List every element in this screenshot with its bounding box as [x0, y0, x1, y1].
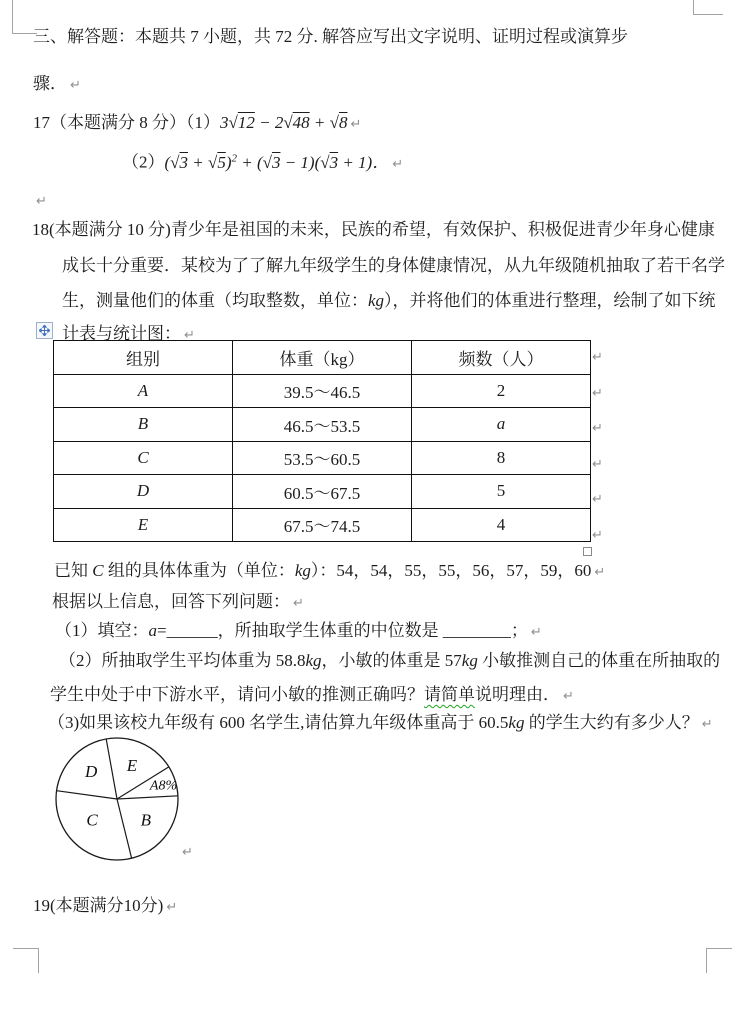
known-weights-line	[54, 561, 605, 581]
table-resize-handle[interactable]	[583, 547, 592, 556]
text: 组的具体体重为（单位：	[103, 561, 295, 580]
section-header-text: 骤．	[33, 74, 67, 93]
group-c-var: C	[92, 561, 104, 580]
q18-intro-text: 18(本题满分 10 分)青少年是祖国的未来，民族的希望，有效保护、积极促进青少年身心健康	[32, 220, 715, 239]
group-label: B	[137, 414, 149, 434]
crop-mark-bottom-right	[706, 948, 707, 973]
weight-range: 53.5～60.5	[233, 441, 412, 475]
frequency-value: 4	[412, 508, 591, 542]
q17-label: 17（本题满分 8 分）（1）	[33, 113, 220, 132]
table-row	[54, 374, 591, 408]
table-row	[54, 408, 591, 442]
svg-text:A8%: A8%	[149, 778, 178, 794]
svg-text:B: B	[140, 810, 151, 830]
weight-range: 67.5～74.5	[233, 508, 412, 542]
frequency-value: a	[496, 414, 506, 434]
frequency-table	[53, 340, 591, 542]
paragraph-mark-icon: ↵	[701, 717, 713, 732]
text: 的学生大约有多少人？	[524, 713, 699, 732]
text: =	[157, 621, 167, 640]
text: （3)如果该校九年级有 600 名学生,请估算九年级体重高于 60.5	[48, 713, 509, 732]
text: ；	[510, 621, 528, 640]
kg-unit: kg	[305, 651, 322, 670]
paragraph-mark-icon: ↵	[166, 900, 178, 915]
text: （1）填空：	[55, 621, 149, 640]
table-header-frequency: 频数（人）	[412, 341, 591, 375]
text: 已知	[54, 561, 93, 580]
table-row	[54, 475, 591, 509]
question-18-intro-line3	[62, 291, 716, 311]
kg-unit: kg	[294, 561, 311, 580]
table-header-weight: 体重（kg）	[233, 341, 412, 375]
group-label: C	[137, 447, 149, 467]
text: 说明理由．	[475, 685, 560, 704]
weight-range: 46.5～53.5	[233, 408, 412, 442]
group-label: E	[137, 514, 149, 534]
text: 学生中处于中下游水平，请问小敏的推测正确吗？	[50, 685, 424, 704]
a-var: a	[148, 621, 157, 640]
crop-mark-top-right	[693, 0, 694, 15]
move-arrows-icon	[39, 325, 50, 336]
table-header-row	[54, 341, 591, 375]
question-19	[33, 896, 177, 916]
svg-text:D: D	[84, 762, 98, 782]
question-18-intro-line2	[62, 256, 725, 276]
svg-text:E: E	[126, 755, 138, 775]
paragraph-mark-icon: ↵	[70, 78, 81, 93]
pie-chart-figure	[52, 735, 187, 870]
text: ，所抽取学生体重的中位数是	[217, 621, 443, 640]
paragraph-mark-icon: ↵	[592, 492, 603, 507]
paragraph-mark-icon: ↵	[592, 457, 603, 472]
text: （2）所抽取学生平均体重为 58.8	[59, 651, 306, 670]
crop-mark-bottom-right	[706, 948, 732, 949]
weight-range: 39.5～46.5	[233, 374, 412, 408]
q17-expression-2: $(√3 + √5)^2 + (√3 - 1)(√3 + 1)$．	[164, 152, 390, 172]
question-17-part2	[122, 152, 403, 173]
table-move-handle[interactable]	[36, 322, 53, 339]
kg-unit: kg	[508, 713, 525, 732]
section-header-text: 三、解答题：本题共 7 小题，共 72 分. 解答应写出文字说明、证明过程或演算步	[33, 27, 628, 46]
frequency-value: 5	[412, 475, 591, 509]
table-row	[54, 508, 591, 542]
blank-2: ________	[442, 621, 511, 640]
section-header-line1	[33, 27, 628, 47]
svg-text:C: C	[86, 810, 98, 830]
text: 小敏推测自己的体重在所抽取的	[477, 651, 721, 670]
paragraph-mark-icon: ↵	[350, 117, 362, 132]
q18-intro-text: 生，测量他们的体重（均取整数，单位：	[62, 291, 368, 310]
paragraph-mark-icon: ↵	[592, 528, 603, 543]
crop-mark-top-left	[12, 0, 13, 34]
crop-mark-bottom-left	[13, 948, 39, 949]
paragraph-mark-icon: ↵	[563, 689, 574, 704]
crop-mark-top-right	[693, 14, 723, 15]
text: ，小敏的体重是 57	[321, 651, 462, 670]
sub-question-2-line2	[50, 685, 574, 705]
question-17-part1	[33, 113, 361, 133]
paragraph-mark-icon: ↵	[592, 386, 603, 401]
pie-chart	[52, 735, 187, 865]
blank-1: ______	[166, 621, 218, 640]
paragraph-mark-icon: ↵	[184, 328, 195, 343]
text: 根据以上信息，回答下列问题：	[52, 592, 290, 611]
q18-intro-text: 计表与统计图：	[62, 324, 181, 343]
kg-unit: kg	[461, 651, 478, 670]
paragraph-mark-icon: ↵	[594, 565, 606, 580]
paragraph-mark-icon: ↵	[530, 625, 542, 640]
sub-question-2-line1	[59, 651, 720, 671]
frequency-value: 2	[412, 374, 591, 408]
q19-label: 19(本题满分10分)	[33, 896, 164, 915]
sub-question-1	[55, 621, 542, 641]
q18-intro-text: ），并将他们的体重进行整理，绘制了如下统	[384, 291, 716, 310]
table-header-group: 组别	[54, 341, 233, 375]
spellcheck-flagged-text: 请简单	[424, 685, 475, 704]
crop-mark-bottom-left	[38, 948, 39, 973]
paragraph-mark-icon: ↵	[182, 845, 193, 860]
paragraph-mark-icon: ↵	[36, 194, 47, 209]
paragraph-mark-icon: ↵	[392, 156, 404, 172]
q17-part2-label: （2）	[122, 152, 165, 172]
text: ）：54，54，55，55，56，57，59，60	[310, 561, 592, 580]
group-label: D	[136, 481, 150, 501]
section-header-line2	[33, 74, 81, 94]
frequency-value: 8	[412, 441, 591, 475]
paragraph-mark-icon: ↵	[592, 421, 603, 436]
kg-unit: kg	[368, 291, 385, 310]
according-line	[52, 592, 304, 612]
question-18-intro-line1	[32, 220, 715, 240]
group-label: A	[137, 380, 149, 400]
paragraph-mark-icon: ↵	[293, 596, 304, 611]
q18-intro-text: 成长十分重要．某校为了了解九年级学生的身体健康情况，从九年级随机抽取了若干名学	[62, 256, 725, 275]
paragraph-mark-icon: ↵	[592, 350, 603, 365]
weight-range: 60.5～67.5	[233, 475, 412, 509]
sub-question-3	[48, 713, 713, 733]
table-row	[54, 441, 591, 475]
empty-paragraph	[36, 190, 47, 210]
q17-expression-1: 3√12 − 2√48 + √8	[220, 113, 348, 132]
